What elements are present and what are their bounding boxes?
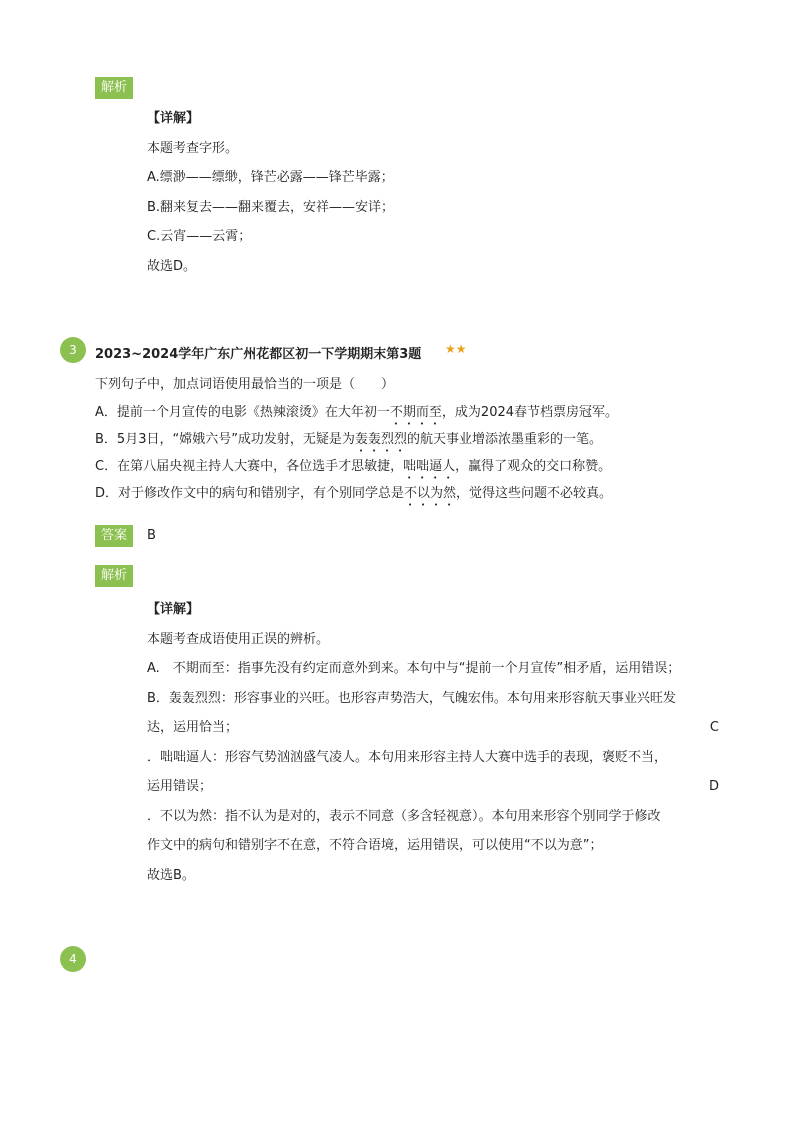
analysis-line: 本题考查成语使用正误的辨析。 bbox=[147, 631, 330, 647]
difficulty-stars: ★★ bbox=[445, 342, 467, 356]
option-d bbox=[95, 482, 612, 509]
dotted-word: 不期而至 bbox=[389, 405, 442, 420]
analysis-line: B．轰轰烈烈：形容事业的兴旺。也形容声势浩大，气魄宏伟。本句用来形容航天事业兴旺发 bbox=[147, 690, 676, 706]
question-analysis bbox=[147, 595, 719, 890]
dotted-word: 轰轰烈烈 bbox=[354, 432, 407, 447]
analysis-tag: 解析 bbox=[95, 565, 133, 587]
option-text: D．对于修改作文中的病句和错别字，有个别同学总是 bbox=[95, 486, 405, 501]
analysis-line: C.云宵——云霄； bbox=[147, 229, 252, 244]
option-a bbox=[95, 401, 618, 428]
analysis-line bbox=[147, 713, 719, 743]
option-text: ，赢得了观众的交口称赞。 bbox=[455, 459, 612, 474]
previous-analysis bbox=[147, 104, 719, 281]
analysis-heading: 【详解】 bbox=[147, 602, 200, 617]
answer-value: B bbox=[147, 528, 156, 543]
analysis-line: A.缥渺——缥缈，锋芒必露——锋芒毕露； bbox=[147, 170, 394, 185]
answer-tag: 答案 bbox=[95, 525, 133, 547]
option-b bbox=[95, 428, 602, 455]
analysis-line: ．不以为然：指不认为是对的，表示不同意（多含轻视意）。本句用来形容个别同学于修改 bbox=[147, 808, 661, 824]
analysis-line: ．咄咄逼人：形容气势汹汹盛气凌人。本句用来形容主持人大赛中选手的表现，褒贬不当， bbox=[147, 749, 668, 765]
option-text: 的航天事业增添浓墨重彩的一笔。 bbox=[406, 432, 602, 447]
analysis-text: 运用错误； bbox=[147, 779, 213, 794]
analysis-tag: 解析 bbox=[95, 77, 133, 99]
analysis-line bbox=[147, 772, 719, 802]
dotted-word: 咄咄逼人 bbox=[403, 459, 456, 474]
analysis-line: A. 不期而至：指事先没有约定而意外到来。本句中与“提前一个月宣传”相矛盾，运用错误； bbox=[147, 661, 681, 676]
question-stem: 下列句子中，加点词语使用最恰当的一项是（ ） bbox=[95, 377, 395, 392]
analysis-heading: 【详解】 bbox=[147, 111, 200, 126]
option-c bbox=[95, 455, 611, 482]
question-source: 2023~2024学年广东广州花都区初一下学期期末第3题 bbox=[95, 347, 422, 362]
option-text: C．在第八届央视主持人大赛中，各位选手才思敏捷， bbox=[95, 459, 404, 474]
option-text: B．5月3日，“嫦娥六号”成功发射，无疑是为 bbox=[95, 432, 355, 447]
option-letter: C bbox=[709, 720, 719, 735]
analysis-line: B.翻来复去——翻来覆去，安祥——安详； bbox=[147, 199, 395, 215]
option-letter: D bbox=[708, 779, 719, 794]
analysis-line: 故选B。 bbox=[147, 867, 195, 883]
option-text: A．提前一个月宣传的电影《热辣滚烫》在大年初一 bbox=[95, 405, 390, 420]
analysis-line: 本题考查字形。 bbox=[147, 140, 239, 156]
analysis-line: 作文中的病句和错别字不在意，不符合语境，运用错误，可以使用“不以为意”； bbox=[147, 838, 603, 853]
option-text: ，成为2024春节档票房冠军。 bbox=[441, 405, 619, 420]
dotted-word: 不以为然 bbox=[404, 486, 457, 501]
question-number-badge: 4 bbox=[60, 946, 86, 972]
analysis-text: 达，运用恰当； bbox=[147, 720, 239, 735]
analysis-line: 故选D。 bbox=[147, 258, 197, 274]
question-number-badge: 3 bbox=[60, 337, 86, 363]
option-text: ，觉得这些问题不必较真。 bbox=[456, 486, 613, 501]
